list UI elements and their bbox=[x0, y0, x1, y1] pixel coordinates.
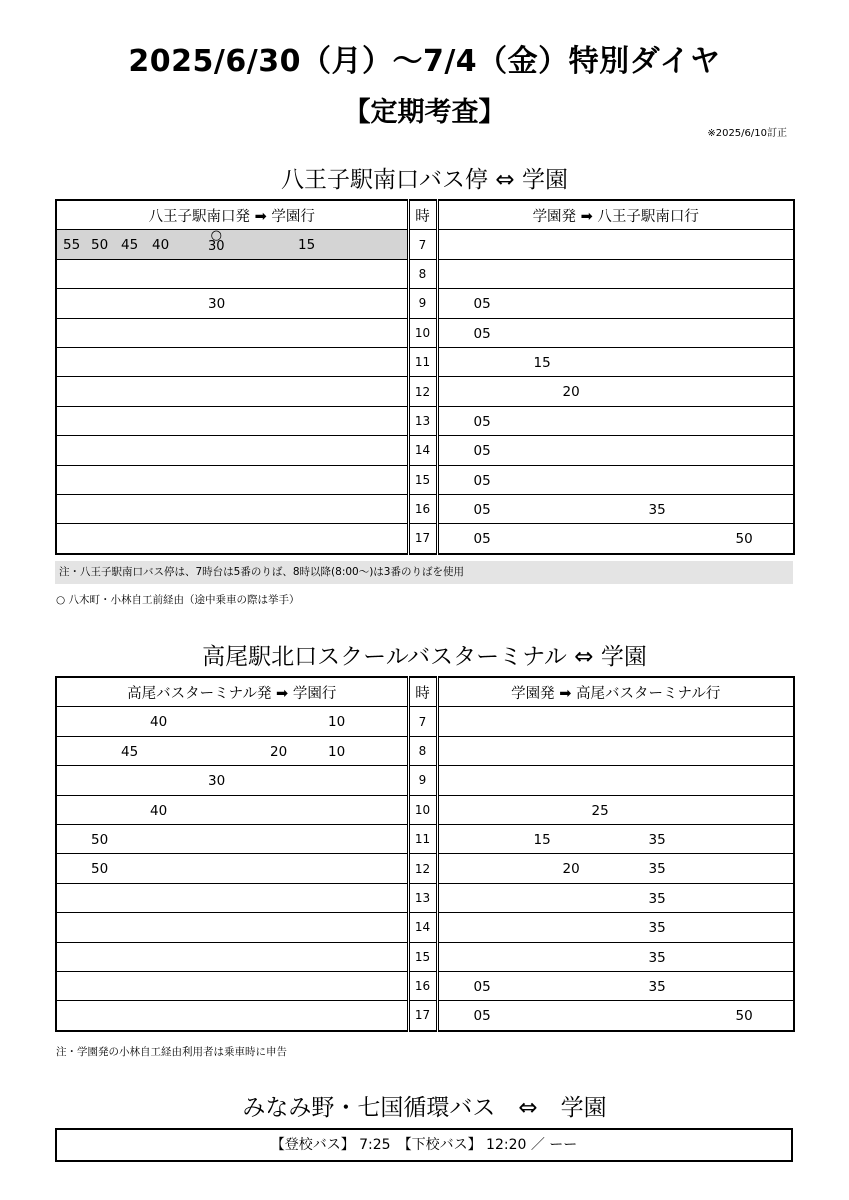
table-row bbox=[56, 766, 794, 795]
hour-cell: 14 bbox=[408, 436, 437, 465]
minute-value: 45 bbox=[121, 237, 139, 254]
hour-cell: 7 bbox=[408, 707, 437, 736]
departures-to-school bbox=[56, 318, 408, 347]
route2-col-left-header: 高尾バスターミナル発 ➡ 学園行 bbox=[56, 677, 408, 707]
departures-to-school bbox=[56, 854, 408, 883]
route3-schedule-box: 【登校バス】 7:25 【下校バス】 12:20 ／ ーー bbox=[55, 1128, 793, 1162]
table-row bbox=[56, 707, 794, 736]
table-row bbox=[56, 494, 794, 523]
route2-col-right-header: 学園発 ➡ 高尾バスターミナル行 bbox=[437, 677, 794, 707]
minute-value: 05 bbox=[473, 501, 491, 518]
minute-value: 35 bbox=[648, 949, 666, 966]
minute-value: 35 bbox=[648, 831, 666, 848]
minute-value: 05 bbox=[473, 978, 491, 995]
departures-to-school bbox=[56, 795, 408, 824]
table-row bbox=[56, 377, 794, 406]
departures-to-school bbox=[56, 436, 408, 465]
hour-cell: 9 bbox=[408, 766, 437, 795]
hour-cell: 8 bbox=[408, 259, 437, 288]
table-row bbox=[56, 1001, 794, 1031]
departures-to-school bbox=[56, 524, 408, 554]
departures-from-school bbox=[437, 494, 794, 523]
minute-value: 20 bbox=[562, 384, 580, 401]
hour-cell: 12 bbox=[408, 854, 437, 883]
departures-from-school bbox=[437, 824, 794, 853]
minute-value: 05 bbox=[473, 472, 491, 489]
minute-value: 50 bbox=[91, 237, 109, 254]
departures-from-school bbox=[437, 377, 794, 406]
table-row bbox=[56, 318, 794, 347]
departures-from-school bbox=[437, 289, 794, 318]
table-row bbox=[56, 289, 794, 318]
table-row bbox=[56, 259, 794, 288]
table-row bbox=[56, 736, 794, 765]
departures-from-school bbox=[437, 766, 794, 795]
hour-cell: 11 bbox=[408, 824, 437, 853]
route1-col-hour-header: 時 bbox=[408, 200, 437, 230]
minute-value: 15 bbox=[298, 237, 316, 254]
minute-value: 05 bbox=[473, 413, 491, 430]
minute-value: 05 bbox=[473, 531, 491, 548]
minute-value: 35 bbox=[648, 861, 666, 878]
table-row bbox=[56, 436, 794, 465]
departures-from-school bbox=[437, 465, 794, 494]
minute-value: 35 bbox=[648, 890, 666, 907]
table-row bbox=[56, 854, 794, 883]
hour-cell: 15 bbox=[408, 465, 437, 494]
table-row bbox=[56, 347, 794, 376]
departures-from-school bbox=[437, 942, 794, 971]
departures-to-school bbox=[56, 913, 408, 942]
departures-from-school bbox=[437, 318, 794, 347]
route1-circle-note: ○ 八木町・小林自工前経由（途中乗車の際は挙手） bbox=[56, 594, 300, 606]
minute-value: 35 bbox=[648, 501, 666, 518]
table-row bbox=[56, 524, 794, 554]
route2-title: 高尾駅北口スクールバスターミナル ⇔ 学園 bbox=[202, 644, 647, 670]
table-row bbox=[56, 465, 794, 494]
table-row bbox=[56, 824, 794, 853]
hour-cell: 16 bbox=[408, 494, 437, 523]
table-row bbox=[56, 230, 794, 259]
minute-value: 40 bbox=[152, 237, 170, 254]
route1-platform-note: 注・八王子駅南口バス停は、7時台は5番のりば、8時以降(8:00～)は3番のりばを使用 bbox=[55, 561, 793, 584]
route1-col-left-header: 八王子駅南口発 ➡ 学園行 bbox=[56, 200, 408, 230]
minute-value: 20 bbox=[562, 861, 580, 878]
route1-title: 八王子駅南口バス停 ⇔ 学園 bbox=[281, 167, 568, 193]
page-subtitle: 【定期考査】 bbox=[343, 97, 506, 128]
departures-from-school bbox=[437, 854, 794, 883]
hour-cell: 11 bbox=[408, 347, 437, 376]
departures-to-school bbox=[56, 259, 408, 288]
departures-from-school bbox=[437, 406, 794, 435]
table-row bbox=[56, 406, 794, 435]
minute-value: 15 bbox=[533, 354, 551, 371]
departures-from-school bbox=[437, 1001, 794, 1031]
departures-from-school bbox=[437, 436, 794, 465]
page-title: 2025/6/30（月）～7/4（金）特別ダイヤ bbox=[128, 44, 721, 79]
departures-to-school bbox=[56, 347, 408, 376]
minute-value: 40 bbox=[150, 714, 168, 731]
hour-cell: 13 bbox=[408, 406, 437, 435]
minute-value: 20 bbox=[270, 743, 288, 760]
departures-from-school bbox=[437, 230, 794, 259]
minute-value: 05 bbox=[473, 296, 491, 313]
minute-value: 15 bbox=[533, 831, 551, 848]
departures-to-school bbox=[56, 883, 408, 912]
departures-to-school bbox=[56, 824, 408, 853]
departures-to-school bbox=[56, 377, 408, 406]
minute-value: 50 bbox=[735, 531, 753, 548]
departures-from-school bbox=[437, 795, 794, 824]
minute-value: 30 bbox=[208, 296, 226, 313]
hour-cell: 12 bbox=[408, 377, 437, 406]
hour-cell: 17 bbox=[408, 524, 437, 554]
table-row bbox=[56, 913, 794, 942]
minute-value: 35 bbox=[648, 978, 666, 995]
route2-note: 注・学園発の小林自工経由利用者は乗車時に申告 bbox=[56, 1046, 287, 1058]
route2-col-hour-header: 時 bbox=[408, 677, 437, 707]
minute-value: 50 bbox=[91, 831, 109, 848]
departures-to-school bbox=[56, 707, 408, 736]
table-row bbox=[56, 942, 794, 971]
hour-cell: 13 bbox=[408, 883, 437, 912]
departures-to-school bbox=[56, 406, 408, 435]
departures-from-school bbox=[437, 913, 794, 942]
hour-cell: 10 bbox=[408, 795, 437, 824]
minute-value: 30 bbox=[208, 773, 226, 790]
minute-value: 05 bbox=[473, 443, 491, 460]
table-row bbox=[56, 883, 794, 912]
departures-to-school bbox=[56, 942, 408, 971]
hour-cell: 16 bbox=[408, 971, 437, 1000]
hour-cell: 9 bbox=[408, 289, 437, 318]
departures-to-school bbox=[56, 230, 408, 259]
departures-from-school bbox=[437, 736, 794, 765]
minute-value: 35 bbox=[648, 920, 666, 937]
departures-from-school bbox=[437, 347, 794, 376]
hour-cell: 14 bbox=[408, 913, 437, 942]
minute-value: 10 bbox=[328, 714, 346, 731]
minute-value: 40 bbox=[150, 802, 168, 819]
departures-to-school bbox=[56, 766, 408, 795]
departures-to-school bbox=[56, 494, 408, 523]
departures-to-school bbox=[56, 1001, 408, 1031]
route3-title: みなみ野・七国循環バス ⇔ 学園 bbox=[242, 1095, 607, 1121]
departures-to-school bbox=[56, 971, 408, 1000]
hour-cell: 15 bbox=[408, 942, 437, 971]
route2-timetable bbox=[55, 676, 795, 1032]
route1-col-right-header: 学園発 ➡ 八王子駅南口行 bbox=[437, 200, 794, 230]
departures-from-school bbox=[437, 971, 794, 1000]
table-row bbox=[56, 971, 794, 1000]
departures-to-school bbox=[56, 289, 408, 318]
minute-value: 50 bbox=[91, 861, 109, 878]
correction-note: ※2025/6/10訂正 bbox=[707, 128, 787, 139]
hour-cell: 10 bbox=[408, 318, 437, 347]
minute-value: 10 bbox=[328, 743, 346, 760]
minute-value: 25 bbox=[591, 802, 609, 819]
minute-value: 05 bbox=[473, 1008, 491, 1025]
departures-from-school bbox=[437, 707, 794, 736]
minute-value: 45 bbox=[121, 743, 139, 760]
minute-value: ○ 30 bbox=[208, 228, 225, 255]
departures-from-school bbox=[437, 883, 794, 912]
route1-timetable bbox=[55, 199, 795, 555]
departures-to-school bbox=[56, 465, 408, 494]
departures-to-school bbox=[56, 736, 408, 765]
hour-cell: 8 bbox=[408, 736, 437, 765]
departures-from-school bbox=[437, 524, 794, 554]
minute-value: 50 bbox=[735, 1008, 753, 1025]
minute-value: 05 bbox=[473, 325, 491, 342]
hour-cell: 7 bbox=[408, 230, 437, 259]
hour-cell: 17 bbox=[408, 1001, 437, 1031]
table-row bbox=[56, 795, 794, 824]
minute-value: 55 bbox=[63, 237, 81, 254]
departures-from-school bbox=[437, 259, 794, 288]
